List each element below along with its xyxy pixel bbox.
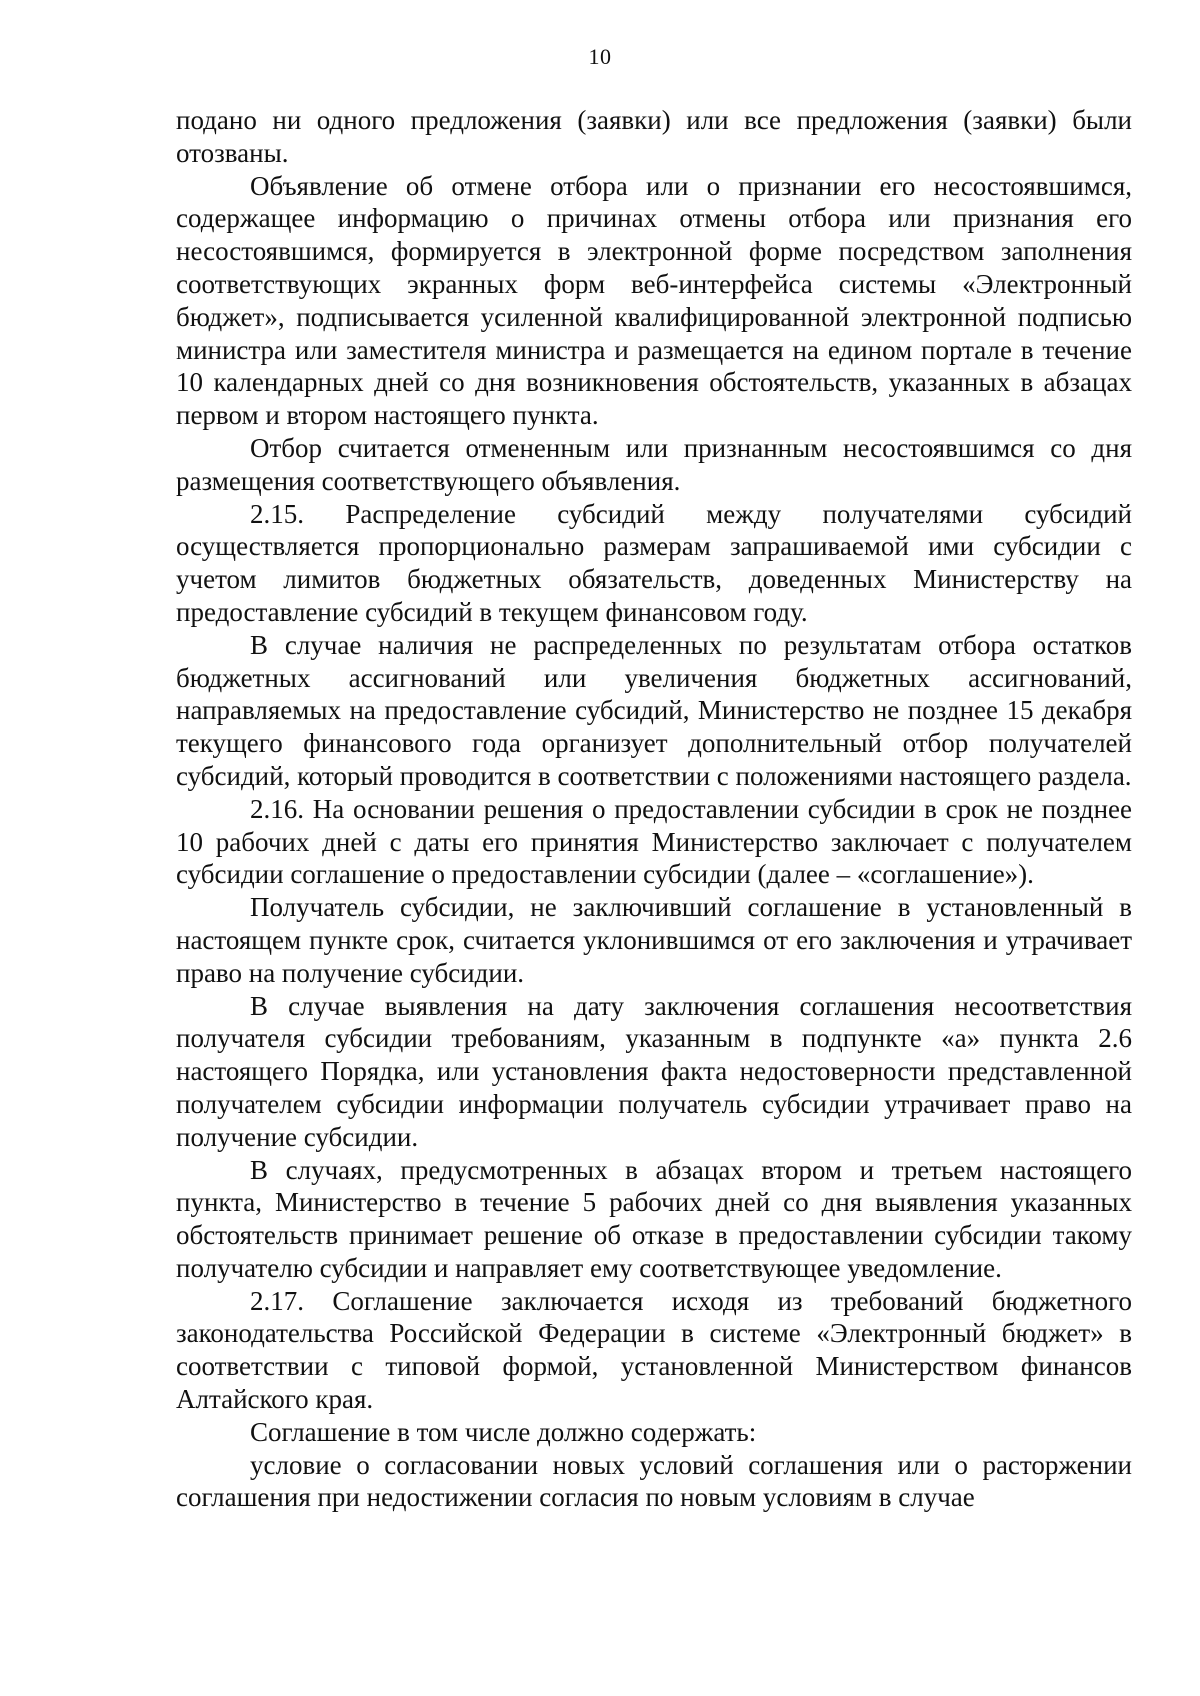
paragraph-2-16: 2.16. На основании решения о предоставлении субсидии в срок не позднее 10 рабочих дней с даты его принятия Министерство заключает с получателем субсидии соглашение о предоставлении субсидии (далее – «соглашение»). xyxy=(176,793,1132,890)
paragraph-announcement-cancellation: Объявление об отмене отбора или о признании его несостоявшимся, содержащее информацию о причинах отмены отбора или признания его несостоявшимся, формируется в электронной форме посредством заполнения соответствующих экранных форм веб-интерфейса системы «Электронный бюджет», подписывается усиленной квалифицированной электронной подписью министра или заместителя министра и размещается на едином портале в течение 10 календарных дней со дня возникновения обстоятельств, указанных в абзацах первом и втором настоящего пункта. xyxy=(176,170,1132,431)
paragraph-continuation: подано ни одного предложения (заявки) или все предложения (заявки) были отозваны. xyxy=(176,105,1132,168)
paragraph-refusal-decision: В случаях, предусмотренных в абзацах втором и третьем настоящего пункта, Министерство в течение 5 рабочих дней со дня выявления указанных обстоятельств принимает решение об отказе в предоставлении субсидии такому получателю субсидии и направляет ему соответствующее уведомление. xyxy=(176,1154,1132,1283)
document-body xyxy=(176,104,1132,1514)
paragraph-2-15: 2.15. Распределение субсидий между получателями субсидий осуществляется пропорционально размерам запрашиваемой ими субсидии с учетом лимитов бюджетных обязательств, доведенных Министерству на предоставление субсидий в текущем финансовом году. xyxy=(176,498,1132,627)
page-number: 10 xyxy=(588,44,612,69)
paragraph-additional-selection: В случае наличия не распределенных по результатам отбора остатков бюджетных ассигнований или увеличения бюджетных ассигнований, направляемых на предоставление субсидий, Министерство не позднее 15 декабря текущего финансового года организует дополнительный отбор получателей субсидий, который проводится в соответствии с положениями настоящего раздела. xyxy=(176,629,1132,791)
paragraph-nonconformity: В случае выявления на дату заключения соглашения несоответствия получателя субсидии требованиям, указанным в подпункте «а» пункта 2.6 настоящего Порядка, или установления факта недостоверности представленной получателем субсидии информации получатель субсидии утрачивает право на получение субсидии. xyxy=(176,990,1132,1152)
paragraph-2-17: 2.17. Соглашение заключается исходя из требований бюджетного законодательства Российской Федерации в системе «Электронный бюджет» в соответствии с типовой формой, установленной Министерством финансов Алтайского края. xyxy=(176,1285,1132,1415)
paragraph-evaded-recipient: Получатель субсидии, не заключивший соглашение в установленный в настоящем пункте срок, считается уклонившимся от его заключения и утрачивает право на получение субсидии. xyxy=(176,892,1132,988)
paragraph-selection-cancelled: Отбор считается отмененным или признанным несостоявшимся со дня размещения соответствующего объявления. xyxy=(176,432,1132,496)
paragraph-agreement-condition: условие о согласовании новых условий соглашения или о расторжении соглашения при недостижении согласия по новым условиям в случае xyxy=(176,1449,1132,1513)
paragraph-agreement-contents: Соглашение в том числе должно содержать: xyxy=(250,1416,757,1447)
